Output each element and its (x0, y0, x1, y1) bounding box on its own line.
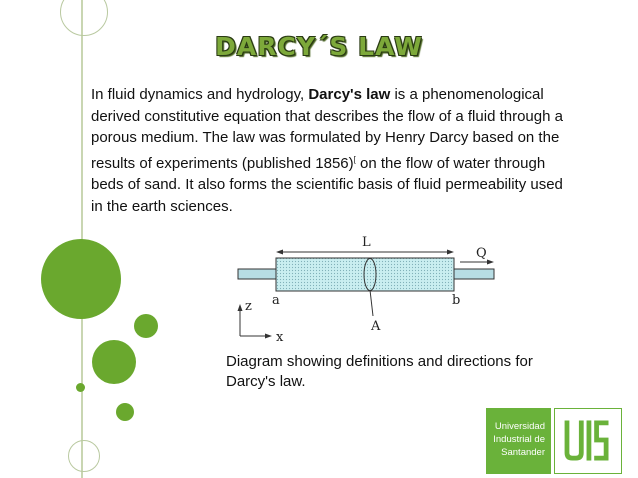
outlet-pipe (454, 269, 494, 279)
decorative-ring-bottom (68, 440, 100, 472)
definition-paragraph (91, 84, 571, 217)
logo-line-1: Universidad (494, 421, 545, 432)
darcys-law-term: Darcy's law (308, 86, 391, 103)
university-logo-text (486, 408, 551, 474)
x-axis-label: x (276, 330, 284, 345)
inlet-label: a (272, 293, 280, 308)
uis-monogram-icon (555, 409, 620, 472)
z-axis-label: z (245, 299, 252, 314)
uis-logo-mark (554, 408, 622, 474)
decorative-ring-top (60, 0, 108, 36)
decorative-circle-small-top (134, 314, 158, 338)
logo-line-3: Santander (501, 447, 545, 458)
decorative-circle-large (41, 239, 121, 319)
length-arrow-right-head (447, 250, 454, 255)
decorative-circle-medium (92, 340, 136, 384)
paragraph-body-1: is a phenomenological derived constitutive equation that describes the flow of a fluid through a porous medium. The law was formulated by Henry Darcy based on the results of experiments (published 1856) (91, 86, 563, 172)
darcy-diagram (228, 230, 508, 350)
logo-line-2: Industrial de (493, 434, 545, 445)
z-axis-head (238, 304, 243, 311)
flow-label: Q (476, 246, 487, 261)
inlet-pipe (238, 269, 276, 279)
citation-ref: [ (353, 154, 356, 164)
decorative-circle-tiny (76, 383, 85, 392)
x-axis-head (265, 334, 272, 339)
slide-title: DARCY´S LAW (215, 32, 423, 61)
decorative-circle-small-bottom (116, 403, 134, 421)
paragraph-intro: In fluid dynamics and hydrology, (91, 86, 309, 103)
length-label: L (362, 235, 371, 250)
diagram-caption: Diagram showing definitions and directions for Darcy's law. (226, 353, 533, 390)
outlet-label: b (452, 293, 461, 308)
paragraph-body-2: on the flow of water through beds of sand. It also forms the scientific basis of fluid permeability used in the earth sciences. (91, 154, 563, 215)
flow-arrow-head (487, 260, 494, 265)
sand-column (276, 258, 454, 291)
length-arrow-left-head (276, 250, 283, 255)
area-label: A (371, 319, 381, 334)
area-leader-line (370, 290, 373, 316)
